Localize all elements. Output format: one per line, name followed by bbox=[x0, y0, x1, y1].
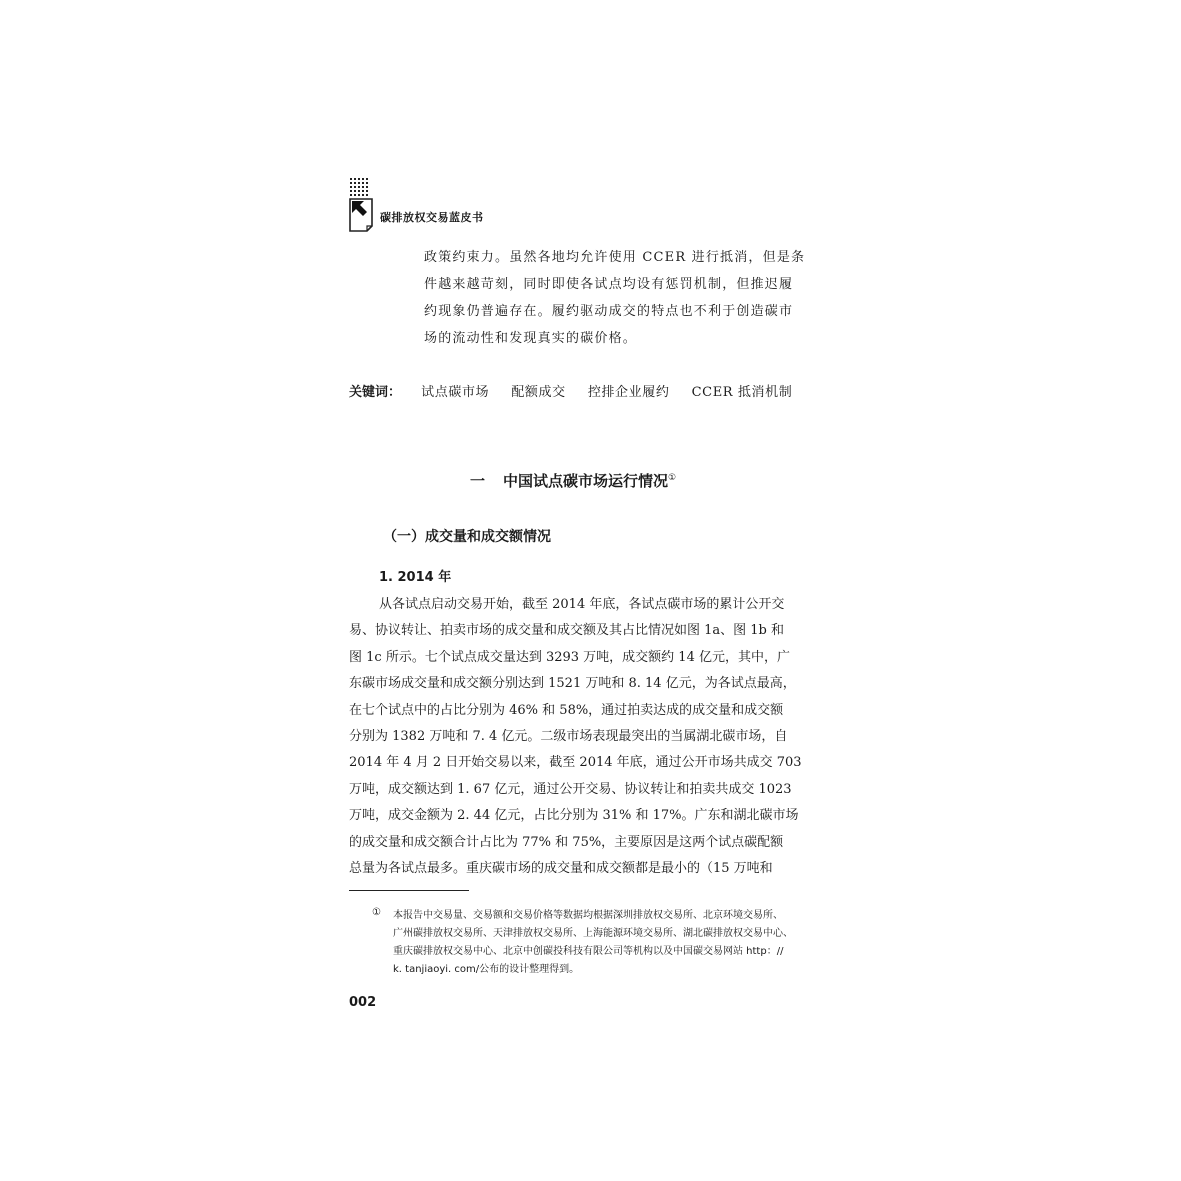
subsubsection-heading: 1. 2014 年 bbox=[379, 570, 452, 585]
body-line: 万吨，成交额达到 1. 67 亿元，通过公开交易、协议转让和拍卖共成交 1023 bbox=[349, 781, 792, 797]
keywords-label: 关键词： bbox=[349, 385, 402, 400]
footnote-mark: ① bbox=[372, 907, 381, 918]
body-line: 的成交量和成交额合计占比为 77% 和 75%，主要原因是这两个试点碳配额 bbox=[349, 834, 784, 850]
body-line: 东碳市场成交量和成交额分别达到 1521 万吨和 8. 14 亿元，为各试点最高， bbox=[349, 676, 796, 692]
body-line: 在七个试点中的占比分别为 46% 和 58%，通过拍卖达成的成交量和成交额 bbox=[349, 702, 784, 718]
body-line: 总量为各试点最多。重庆碳市场的成交量和成交额都是最小的（15 万吨和 bbox=[349, 860, 773, 876]
section-number: 一 bbox=[470, 472, 486, 490]
keyword-item: 试点碳市场 bbox=[421, 385, 490, 400]
footnote-reference[interactable]: ① bbox=[668, 473, 677, 483]
keyword-item: CCER 抵消机制 bbox=[691, 385, 793, 400]
keywords bbox=[349, 381, 810, 400]
section-heading bbox=[470, 470, 676, 491]
book-series-logo-icon bbox=[348, 176, 374, 232]
keyword-item: 控排企业履约 bbox=[587, 385, 670, 400]
body-line: 从各试点启动交易开始，截至 2014 年底，各试点碳市场的累计公开交 bbox=[379, 597, 785, 612]
footnote bbox=[372, 907, 842, 979]
section-title: 中国试点碳市场运行情况 bbox=[503, 472, 669, 490]
body-line: 分别为 1382 万吨和 7. 4 亿元。二级市场表现最突出的当属湖北碳市场，自 bbox=[349, 728, 788, 744]
body-paragraph bbox=[349, 592, 834, 882]
abstract-line: 场的流动性和发现真实的碳价格。 bbox=[424, 331, 638, 346]
footnote-line: 广州碳排放权交易所、天津排放权交易所、上海能源环境交易所、湖北碳排放权交易中心、 bbox=[393, 928, 793, 939]
body-line: 易、协议转让、拍卖市场的成交量和成交额及其占比情况如图 1a、图 1b 和 bbox=[349, 623, 785, 639]
abstract-line: 件越来越苛刻，同时即使各试点均设有惩罚机制，但推迟履 bbox=[424, 277, 794, 292]
body-line: 万吨，成交金额为 2. 44 亿元，占比分别为 31% 和 17%。广东和湖北碳市场 bbox=[349, 808, 799, 824]
running-header-title: 碳排放权交易蓝皮书 bbox=[380, 211, 484, 224]
abstract-line: 约现象仍普遍存在。履约驱动成交的特点也不利于创造碳市 bbox=[424, 304, 794, 319]
body-line: 图 1c 所示。七个试点成交量达到 3293 万吨，成交额约 14 亿元，其中，广 bbox=[349, 649, 790, 665]
body-line: 2014 年 4 月 2 日开始交易以来，截至 2014 年底，通过公开市场共成交 703 bbox=[349, 755, 802, 771]
subsection-heading: （一）成交量和成交额情况 bbox=[383, 529, 551, 545]
abstract bbox=[424, 244, 834, 352]
page-number: 002 bbox=[349, 995, 377, 1010]
keyword-item: 配额成交 bbox=[511, 385, 566, 400]
abstract-line: 政策约束力。虽然各地均允许使用 CCER 进行抵消，但是条 bbox=[424, 250, 806, 265]
footnote-line: k. tanjiaoyi. com/公布的设计整理得到。 bbox=[393, 964, 580, 975]
footnote-line: 本报告中交易量、交易额和交易价格等数据均根据深圳排放权交易所、北京环境交易所、 bbox=[393, 910, 783, 921]
footnote-divider bbox=[349, 890, 469, 891]
footnote-line: 重庆碳排放权交易中心、北京中创碳投科技有限公司等机构以及中国碳交易网站 http：// bbox=[393, 946, 784, 957]
